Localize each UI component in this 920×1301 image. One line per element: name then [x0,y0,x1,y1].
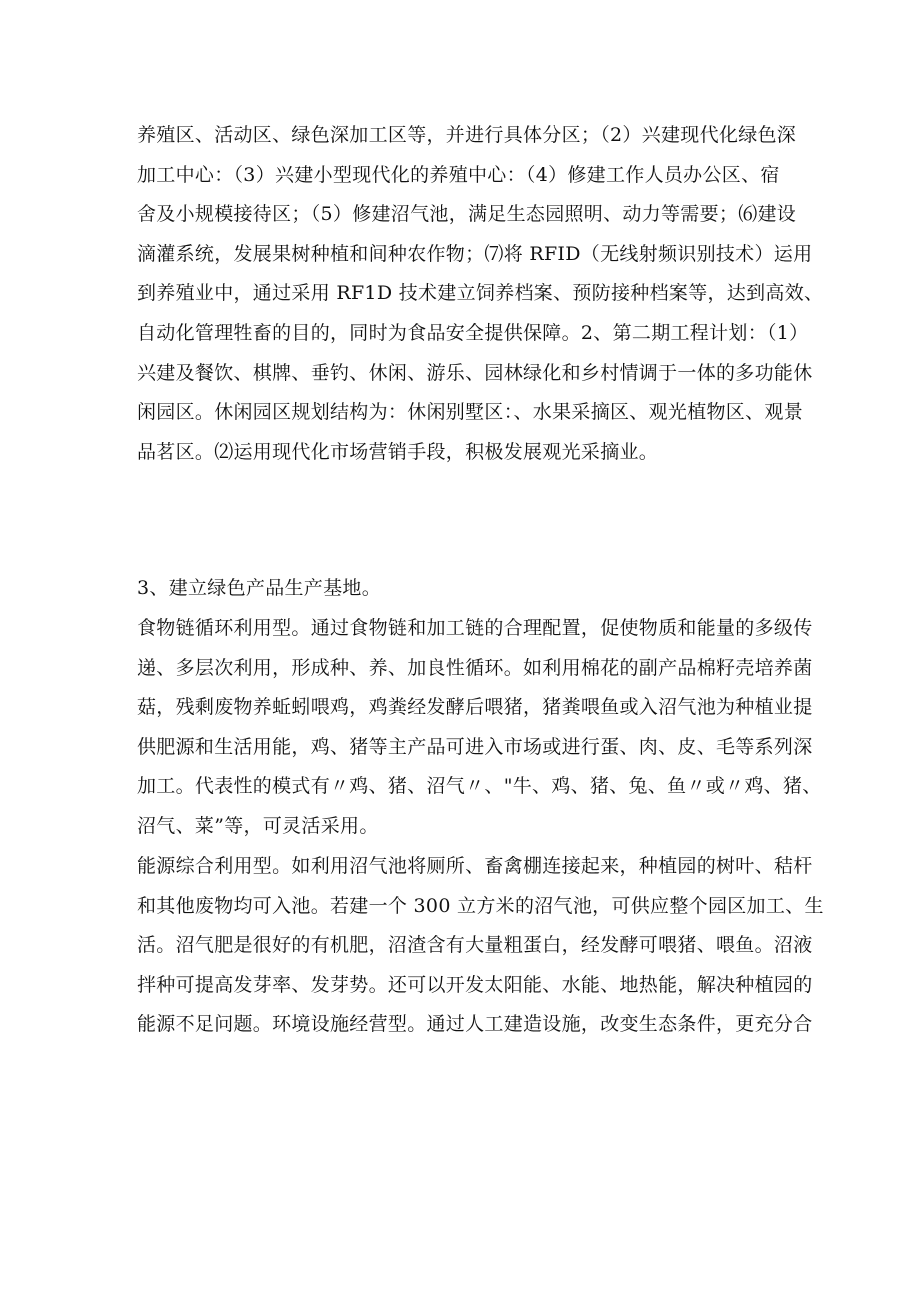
text-line: 加工中心：（3）兴建小型现代化的养殖中心：（4）修建工作人员办公区、宿 [137,163,780,186]
text-line: 养殖区、活动区、绿色深加工区等，并进行具体分区；（2）兴建现代化绿色深 [137,124,797,146]
heading-text: 3、建立绿色产品生产基地。 [137,577,381,599]
text-line: 菇，残剩废物养蚯蚓喂鸡，鸡粪经发酵后喂猪，猪粪喂鱼或入沼气池为种植业提 [137,696,813,719]
text-line: 递、多层次利用，形成种、养、加良性循环。如利用棉花的副产品棉籽壳培养菌 [137,656,813,679]
text-line: 沼气、菜”等，可灵活采用。 [137,814,379,837]
text-line: 品茗区。⑵运用现代化市场营销手段，积极发展观光采摘业。 [137,440,659,463]
text-line: 供肥源和生活用能，鸡、猪等主产品可进入市场或进行蛋、肉、皮、毛等系列深 [137,735,813,758]
text-line: 兴建及餐饮、棋牌、垂钓、休闲、游乐、园林绿化和乡村情调于一体的多功能休 [137,361,813,384]
paragraph-project-plan [137,116,824,472]
text-line: 能源综合利用型。如利用沼气池将厕所、畜禽棚连接起来，种植园的树叶、秸杆 [137,855,813,877]
text-line: 自动化管理牲畜的目的，同时为食品安全提供保障。2、第二期工程计划：（1） [137,321,809,344]
text-line: 闲园区。休闲园区规划结构为：休闲别墅区：、水果采摘区、观光植物区、观景 [137,401,804,424]
paragraph-food-chain [137,609,822,847]
text-line: 滴灌系统，发展果树种植和间种农作物；⑺将 RFID（无线射频识别技术）运用 [137,242,813,265]
text-line: 活。沼气肥是很好的有机肥，沼渣含有大量粗蛋白，经发酵可喂猪、喂鱼。沼液 [137,934,813,957]
text-line: 食物链循环利用型。通过食物链和加工链的合理配置，促使物质和能量的多级传 [137,617,813,639]
paragraph-energy-use [137,847,824,1045]
text-line: 和其他废物均可入池。若建一个 300 立方米的沼气池，可供应整个园区加工、生 [137,894,824,917]
section-heading [137,571,797,605]
text-line: 到养殖业中，通过采用 RF1D 技术建立饲养档案、预防接种档案等，达到高效、 [137,282,824,305]
text-line: 舍及小规模接待区；（5）修建沼气池，满足生态园照明、动力等需要；⑹建设 [137,203,797,226]
text-line: 加工。代表性的模式有〃鸡、猪、沼气〃、"牛、鸡、猪、兔、鱼〃或〃鸡、猪、 [137,775,822,798]
text-line: 拌种可提高发芽率、发芽势。还可以开发太阳能、水能、地热能，解决种植园的 [137,973,813,996]
text-line: 能源不足问题。环境设施经营型。通过人工建造设施，改变生态条件，更充分合 [137,1013,813,1036]
